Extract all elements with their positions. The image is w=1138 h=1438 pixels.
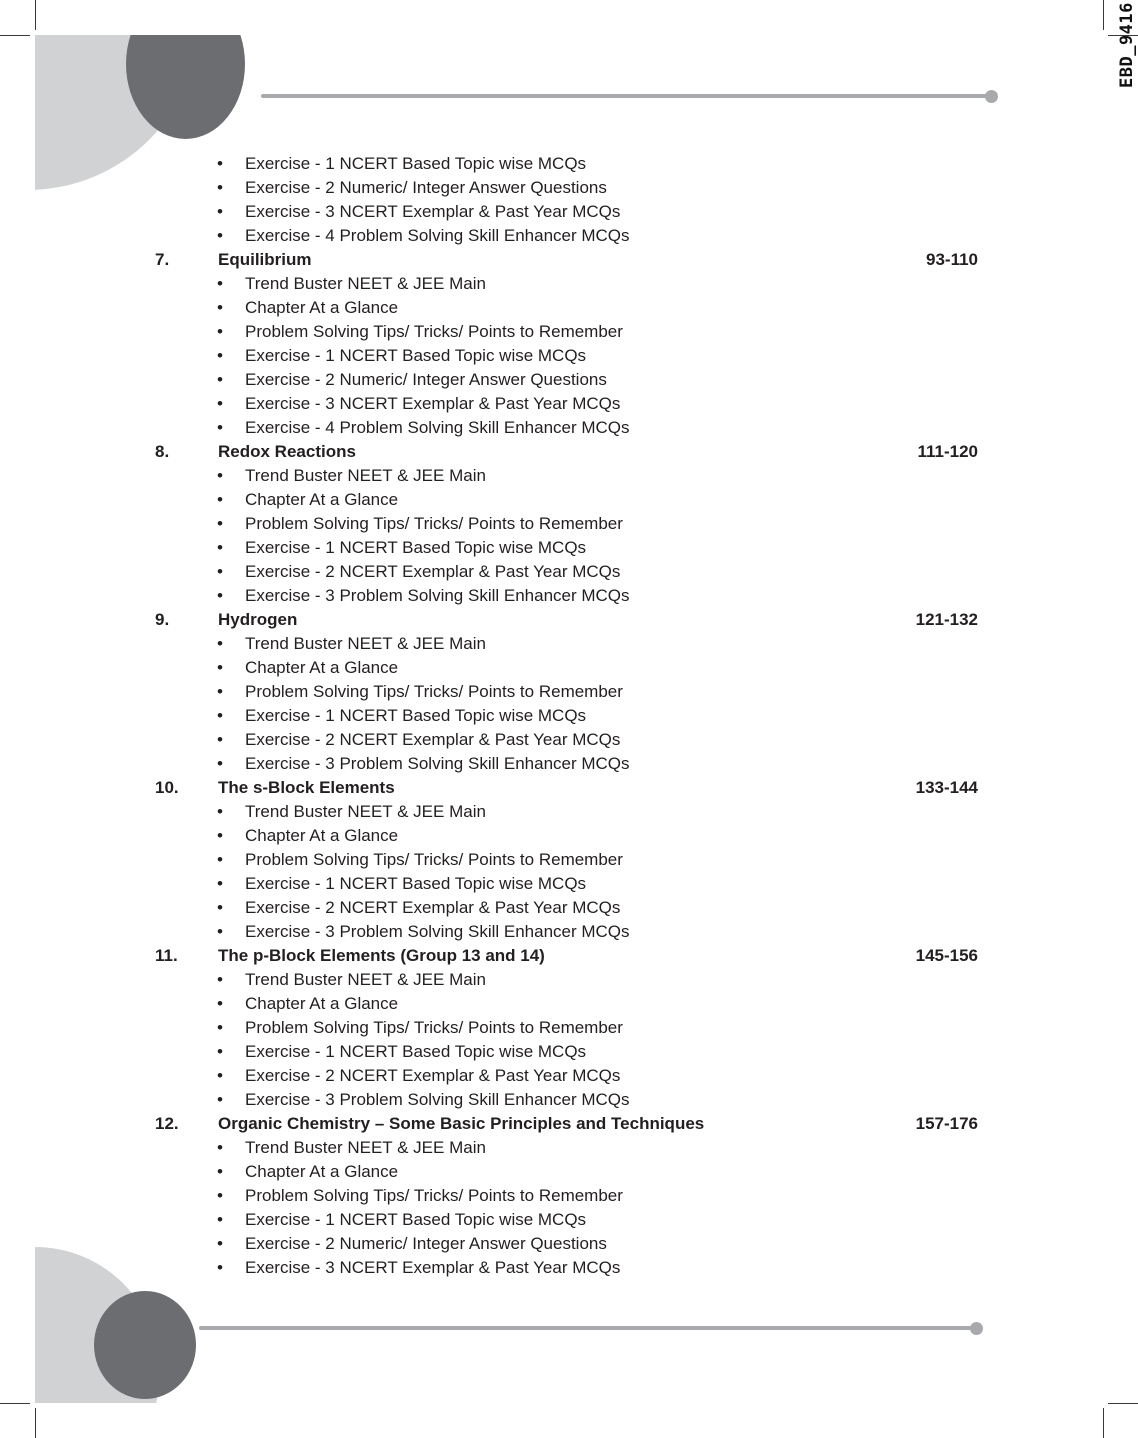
bullet-icon: • [217,682,223,701]
bullet-icon: • [217,850,223,869]
list-item [0,656,1138,680]
list-item [0,416,1138,440]
list-item [0,296,1138,320]
bullet-icon: • [217,1042,223,1061]
bullet-icon: • [217,298,223,317]
bullet-icon: • [217,490,223,509]
list-item [0,368,1138,392]
bullet-icon: • [217,634,223,653]
list-item-text: Exercise - 2 NCERT Exemplar & Past Year MCQs [245,562,621,581]
list-item [0,1088,1138,1112]
list-item [0,1160,1138,1184]
list-item [0,920,1138,944]
crop-mark-bottom-right-horizontal [1108,1403,1138,1404]
bullet-icon: • [217,226,223,245]
bullet-icon: • [217,202,223,221]
chapter-title: Redox Reactions [218,442,356,461]
bullet-icon: • [217,1234,223,1253]
bullet-icon: • [217,730,223,749]
bullet-icon: • [217,1018,223,1037]
list-item-text: Trend Buster NEET & JEE Main [245,466,486,485]
list-item-text: Chapter At a Glance [245,1162,399,1181]
bullet-icon: • [217,1258,223,1277]
bullet-icon: • [217,418,223,437]
list-item [0,272,1138,296]
list-item [0,392,1138,416]
crop-mark-bottom-right-vertical [1103,1408,1104,1438]
list-item-text: Chapter At a Glance [245,826,399,845]
list-item-text: Chapter At a Glance [245,658,399,677]
list-item [0,584,1138,608]
list-item [0,464,1138,488]
bullet-icon: • [217,562,223,581]
table-of-contents [0,152,1138,1280]
list-item-text: Exercise - 1 NCERT Based Topic wise MCQs [245,1210,587,1229]
bullet-icon: • [217,274,223,293]
list-item-text: Exercise - 2 Numeric/ Integer Answer Questions [245,1234,607,1253]
list-item-text: Exercise - 3 Problem Solving Skill Enhancer MCQs [245,922,630,941]
bullet-icon: • [217,394,223,413]
list-item [0,1184,1138,1208]
list-item-text: Exercise - 2 Numeric/ Integer Answer Questions [245,178,607,197]
chapter-page-range: 145-156 [915,946,978,965]
chapter-page-range: 93-110 [926,250,978,269]
bullet-icon: • [217,802,223,821]
list-item [0,800,1138,824]
header-rule-dot [985,90,998,103]
list-item-text: Trend Buster NEET & JEE Main [245,1138,486,1157]
list-item-text: Problem Solving Tips/ Tricks/ Points to Remember [245,850,623,869]
list-item-text: Problem Solving Tips/ Tricks/ Points to Remember [245,682,623,701]
bullet-icon: • [217,370,223,389]
bullet-icon: • [217,514,223,533]
list-item [0,848,1138,872]
list-item-text: Exercise - 1 NCERT Based Topic wise MCQs [245,346,587,365]
bullet-icon: • [217,538,223,557]
bullet-icon: • [217,1162,223,1181]
footer-rule-dot [970,1322,983,1335]
bullet-icon: • [217,994,223,1013]
chapter-title: The p-Block Elements (Group 13 and 14) [218,946,545,965]
bullet-icon: • [217,466,223,485]
list-item [0,680,1138,704]
list-item-text: Exercise - 3 Problem Solving Skill Enhancer MCQs [245,1090,630,1109]
list-item [0,872,1138,896]
bullet-icon: • [217,706,223,725]
list-item [0,1208,1138,1232]
bullet-icon: • [217,874,223,893]
list-item-text: Exercise - 3 NCERT Exemplar & Past Year MCQs [245,1258,621,1277]
chapter-heading [0,776,1138,800]
header-rule [261,94,989,98]
bullet-icon: • [217,922,223,941]
list-item [0,728,1138,752]
bullet-icon: • [217,826,223,845]
list-item [0,824,1138,848]
list-item [0,632,1138,656]
crop-mark-bottom-left-horizontal [0,1403,30,1404]
bullet-icon: • [217,754,223,773]
list-item-text: Chapter At a Glance [245,994,399,1013]
list-item [0,488,1138,512]
list-item [0,896,1138,920]
bullet-icon: • [217,1090,223,1109]
list-item-text: Chapter At a Glance [245,490,399,509]
footer-decoration [35,1240,205,1403]
chapter-title: The s-Block Elements [218,778,395,797]
page-code: EBD_9416 [1117,2,1137,88]
crop-mark-top-left-vertical [35,0,36,30]
chapter-number: 11. [155,946,178,965]
bullet-icon: • [217,1138,223,1157]
list-item-text: Exercise - 2 NCERT Exemplar & Past Year MCQs [245,1066,621,1085]
list-item-text: Exercise - 4 Problem Solving Skill Enhancer MCQs [245,418,630,437]
list-item-text: Problem Solving Tips/ Tricks/ Points to Remember [245,1186,623,1205]
list-item [0,344,1138,368]
list-item [0,176,1138,200]
list-item [0,968,1138,992]
chapter-page-range: 133-144 [915,778,978,797]
chapter-title: Equilibrium [218,250,312,269]
list-item [0,512,1138,536]
list-item [0,200,1138,224]
bullet-icon: • [217,178,223,197]
list-item-text: Trend Buster NEET & JEE Main [245,802,486,821]
list-item [0,560,1138,584]
list-item-text: Exercise - 3 NCERT Exemplar & Past Year MCQs [245,202,621,221]
bullet-icon: • [217,1210,223,1229]
list-item-text: Problem Solving Tips/ Tricks/ Points to Remember [245,514,623,533]
chapter-page-range: 121-132 [915,610,978,629]
crop-mark-top-right-vertical [1103,0,1104,30]
list-item-text: Trend Buster NEET & JEE Main [245,970,486,989]
list-item-text: Problem Solving Tips/ Tricks/ Points to Remember [245,1018,623,1037]
chapter-heading [0,944,1138,968]
list-item [0,536,1138,560]
list-item-text: Exercise - 2 Numeric/ Integer Answer Questions [245,370,607,389]
chapter-number: 8. [155,442,170,461]
bullet-icon: • [217,898,223,917]
bullet-icon: • [217,154,223,173]
list-item-text: Exercise - 3 Problem Solving Skill Enhancer MCQs [245,586,630,605]
list-item-text: Exercise - 1 NCERT Based Topic wise MCQs [245,706,587,725]
bullet-icon: • [217,658,223,677]
list-item [0,1040,1138,1064]
list-item [0,152,1138,176]
decoration-dark-circle [94,1291,196,1399]
list-item-text: Exercise - 3 NCERT Exemplar & Past Year MCQs [245,394,621,413]
chapter-heading [0,248,1138,272]
bullet-icon: • [217,322,223,341]
list-item-text: Exercise - 4 Problem Solving Skill Enhancer MCQs [245,226,630,245]
list-item [0,704,1138,728]
chapter-heading [0,440,1138,464]
bullet-icon: • [217,970,223,989]
chapter-title: Hydrogen [218,610,298,629]
list-item-text: Chapter At a Glance [245,298,399,317]
bullet-icon: • [217,346,223,365]
list-item-text: Exercise - 1 NCERT Based Topic wise MCQs [245,874,587,893]
list-item-text: Exercise - 2 NCERT Exemplar & Past Year MCQs [245,730,621,749]
list-item-text: Trend Buster NEET & JEE Main [245,634,486,653]
chapter-heading [0,1112,1138,1136]
list-item-text: Exercise - 2 NCERT Exemplar & Past Year MCQs [245,898,621,917]
bullet-icon: • [217,586,223,605]
chapter-number: 7. [155,250,170,269]
bullet-icon: • [217,1186,223,1205]
list-item [0,1136,1138,1160]
list-item-text: Exercise - 3 Problem Solving Skill Enhancer MCQs [245,754,630,773]
footer-rule [199,1326,974,1330]
chapter-number: 10. [155,778,179,797]
list-item [0,1064,1138,1088]
crop-mark-top-left-horizontal [0,35,30,36]
list-item-text: Exercise - 1 NCERT Based Topic wise MCQs [245,1042,587,1061]
chapter-page-range: 157-176 [915,1114,978,1133]
list-item-text: Trend Buster NEET & JEE Main [245,274,486,293]
crop-mark-bottom-left-vertical [35,1408,36,1438]
list-item [0,320,1138,344]
chapter-number: 12. [155,1114,179,1133]
list-item [0,224,1138,248]
chapter-title: Organic Chemistry – Some Basic Principles and Techniques [218,1114,705,1133]
bullet-icon: • [217,1066,223,1085]
chapter-page-range: 111-120 [917,442,978,461]
list-item-text: Problem Solving Tips/ Tricks/ Points to Remember [245,322,623,341]
list-item [0,752,1138,776]
chapter-heading [0,608,1138,632]
list-item-text: Exercise - 1 NCERT Based Topic wise MCQs [245,154,587,173]
list-item [0,1016,1138,1040]
list-item-text: Exercise - 1 NCERT Based Topic wise MCQs [245,538,587,557]
list-item [0,992,1138,1016]
chapter-number: 9. [155,610,170,629]
